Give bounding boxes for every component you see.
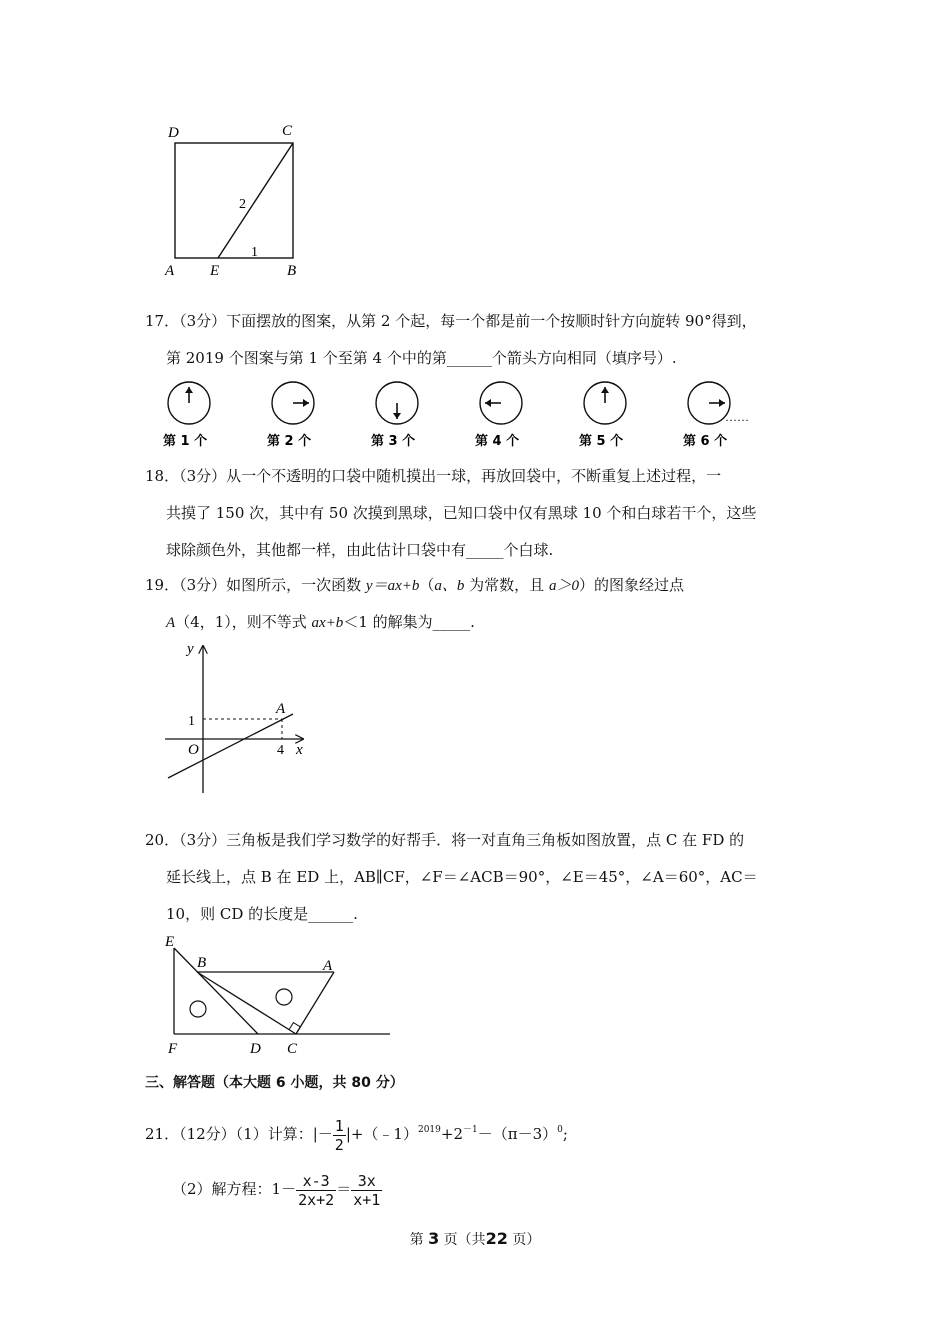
arrow-head <box>485 399 491 407</box>
q20-line2: 延长线上，点 B 在 ED 上，AB∥CF，∠F＝∠ACB＝90°，∠E＝45°，∠A＝60°，AC＝ <box>166 868 758 886</box>
label-E: E <box>165 934 175 950</box>
angle-2-label: 2 <box>239 197 246 212</box>
label-B: B <box>287 263 297 279</box>
arrow-pattern-3 <box>371 382 418 449</box>
q20-line3: 10，则 CD 的长度是______. <box>166 905 358 923</box>
q20-line1: 20．（3分）三角板是我们学习数学的好帮手．将一对直角三角板如图放置，点 C 在 FD 的 <box>145 831 745 849</box>
label-D: D <box>250 1041 261 1057</box>
y-tick-1: 1 <box>188 714 195 729</box>
q18-line2: 共摸了 150 次，其中有 50 次摸到黑球，已知口袋中仅有黑球 10 个和白球若干个，这些 <box>166 504 757 522</box>
label-C: C <box>282 123 293 139</box>
q18-line3: 球除颜色外，其他都一样，由此估计口袋中有_____个白球. <box>166 541 554 559</box>
q21-line2: （2）解方程：1－ $\frac{x-3}{2x+2}$ ＝ $\frac{3x}{x+1}$ <box>172 1171 381 1209</box>
arrow-head <box>303 399 309 407</box>
caption-3: 第 3 个 <box>371 434 416 449</box>
x-axis-label: x <box>296 742 303 758</box>
arrow-head <box>185 387 193 393</box>
square-figure <box>160 118 310 283</box>
caption-6: 第 6 个 <box>683 434 728 449</box>
origin-label: O <box>188 742 199 758</box>
label-E: E <box>210 263 220 279</box>
q18-line1: 18．（3分）从一个不透明的口袋中随机摸出一球，再放回袋中，不断重复上述过程，一 <box>145 467 722 485</box>
arrow-pattern-2 <box>267 382 314 449</box>
q21-line1: 21．（12分）（1）计算：|－ $\frac{1}{2}$ $|+(﹣1)^{2019}+2^{-1}-(\pi-3)^0$; <box>145 1116 568 1154</box>
section-title: 三、解答题（本大题 6 小题，共 80 分） <box>145 1075 404 1091</box>
arrow-pattern-5 <box>579 382 626 449</box>
q17-line2: 第 2019 个图案与第 1 个至第 4 个中的第______个箭头方向相同（填序号）. <box>166 349 677 367</box>
label-A: A <box>323 958 333 974</box>
q19-line1: 19．（3分）如图所示，一次函数 y＝ax+b（a、b 为常数，且 a＞0）的图象经过点 <box>145 576 684 594</box>
arrow-head <box>393 413 401 419</box>
q19-line2: A（4，1），则不等式 ax+b＜1 的解集为_____. <box>166 613 475 631</box>
caption-1: 第 1 个 <box>163 434 208 449</box>
caption-4: 第 4 个 <box>475 434 520 449</box>
fraction-one-half: $\frac{1}{2}$ <box>334 1116 344 1154</box>
caption-2: 第 2 个 <box>267 434 312 449</box>
label-D: D <box>168 125 179 141</box>
page-footer: 第 3 页（共22 页） <box>409 1229 541 1248</box>
fraction-right: $\frac{3x}{x+1}$ <box>353 1171 381 1209</box>
point-A-label: A <box>276 701 286 717</box>
label-F: F <box>168 1041 178 1057</box>
q17-line1: 17．（3分）下面摆放的图案，从第 2 个起，每一个都是前一个按顺时针方向旋转 90°得到， <box>145 312 757 330</box>
arrow-head <box>719 399 725 407</box>
x-tick-4: 4 <box>277 743 284 758</box>
arrow-head <box>601 387 609 393</box>
arrow-sequence-figure <box>155 375 765 455</box>
y-axis-label: y <box>187 641 194 657</box>
label-C: C <box>287 1041 298 1057</box>
caption-5: 第 5 个 <box>579 434 624 449</box>
arrow-pattern-1 <box>163 382 210 449</box>
label-A: A <box>165 263 175 279</box>
arrow-pattern-6 <box>683 382 730 449</box>
triangle-rulers-figure <box>160 930 400 1058</box>
angle-1-label: 1 <box>251 245 258 260</box>
label-B: B <box>197 955 207 971</box>
linear-function-graph <box>160 638 310 798</box>
fraction-left: $\frac{x-3}{2x+2}$ <box>298 1171 335 1209</box>
arrow-pattern-4 <box>475 382 522 449</box>
ellipsis: …… <box>725 410 749 424</box>
